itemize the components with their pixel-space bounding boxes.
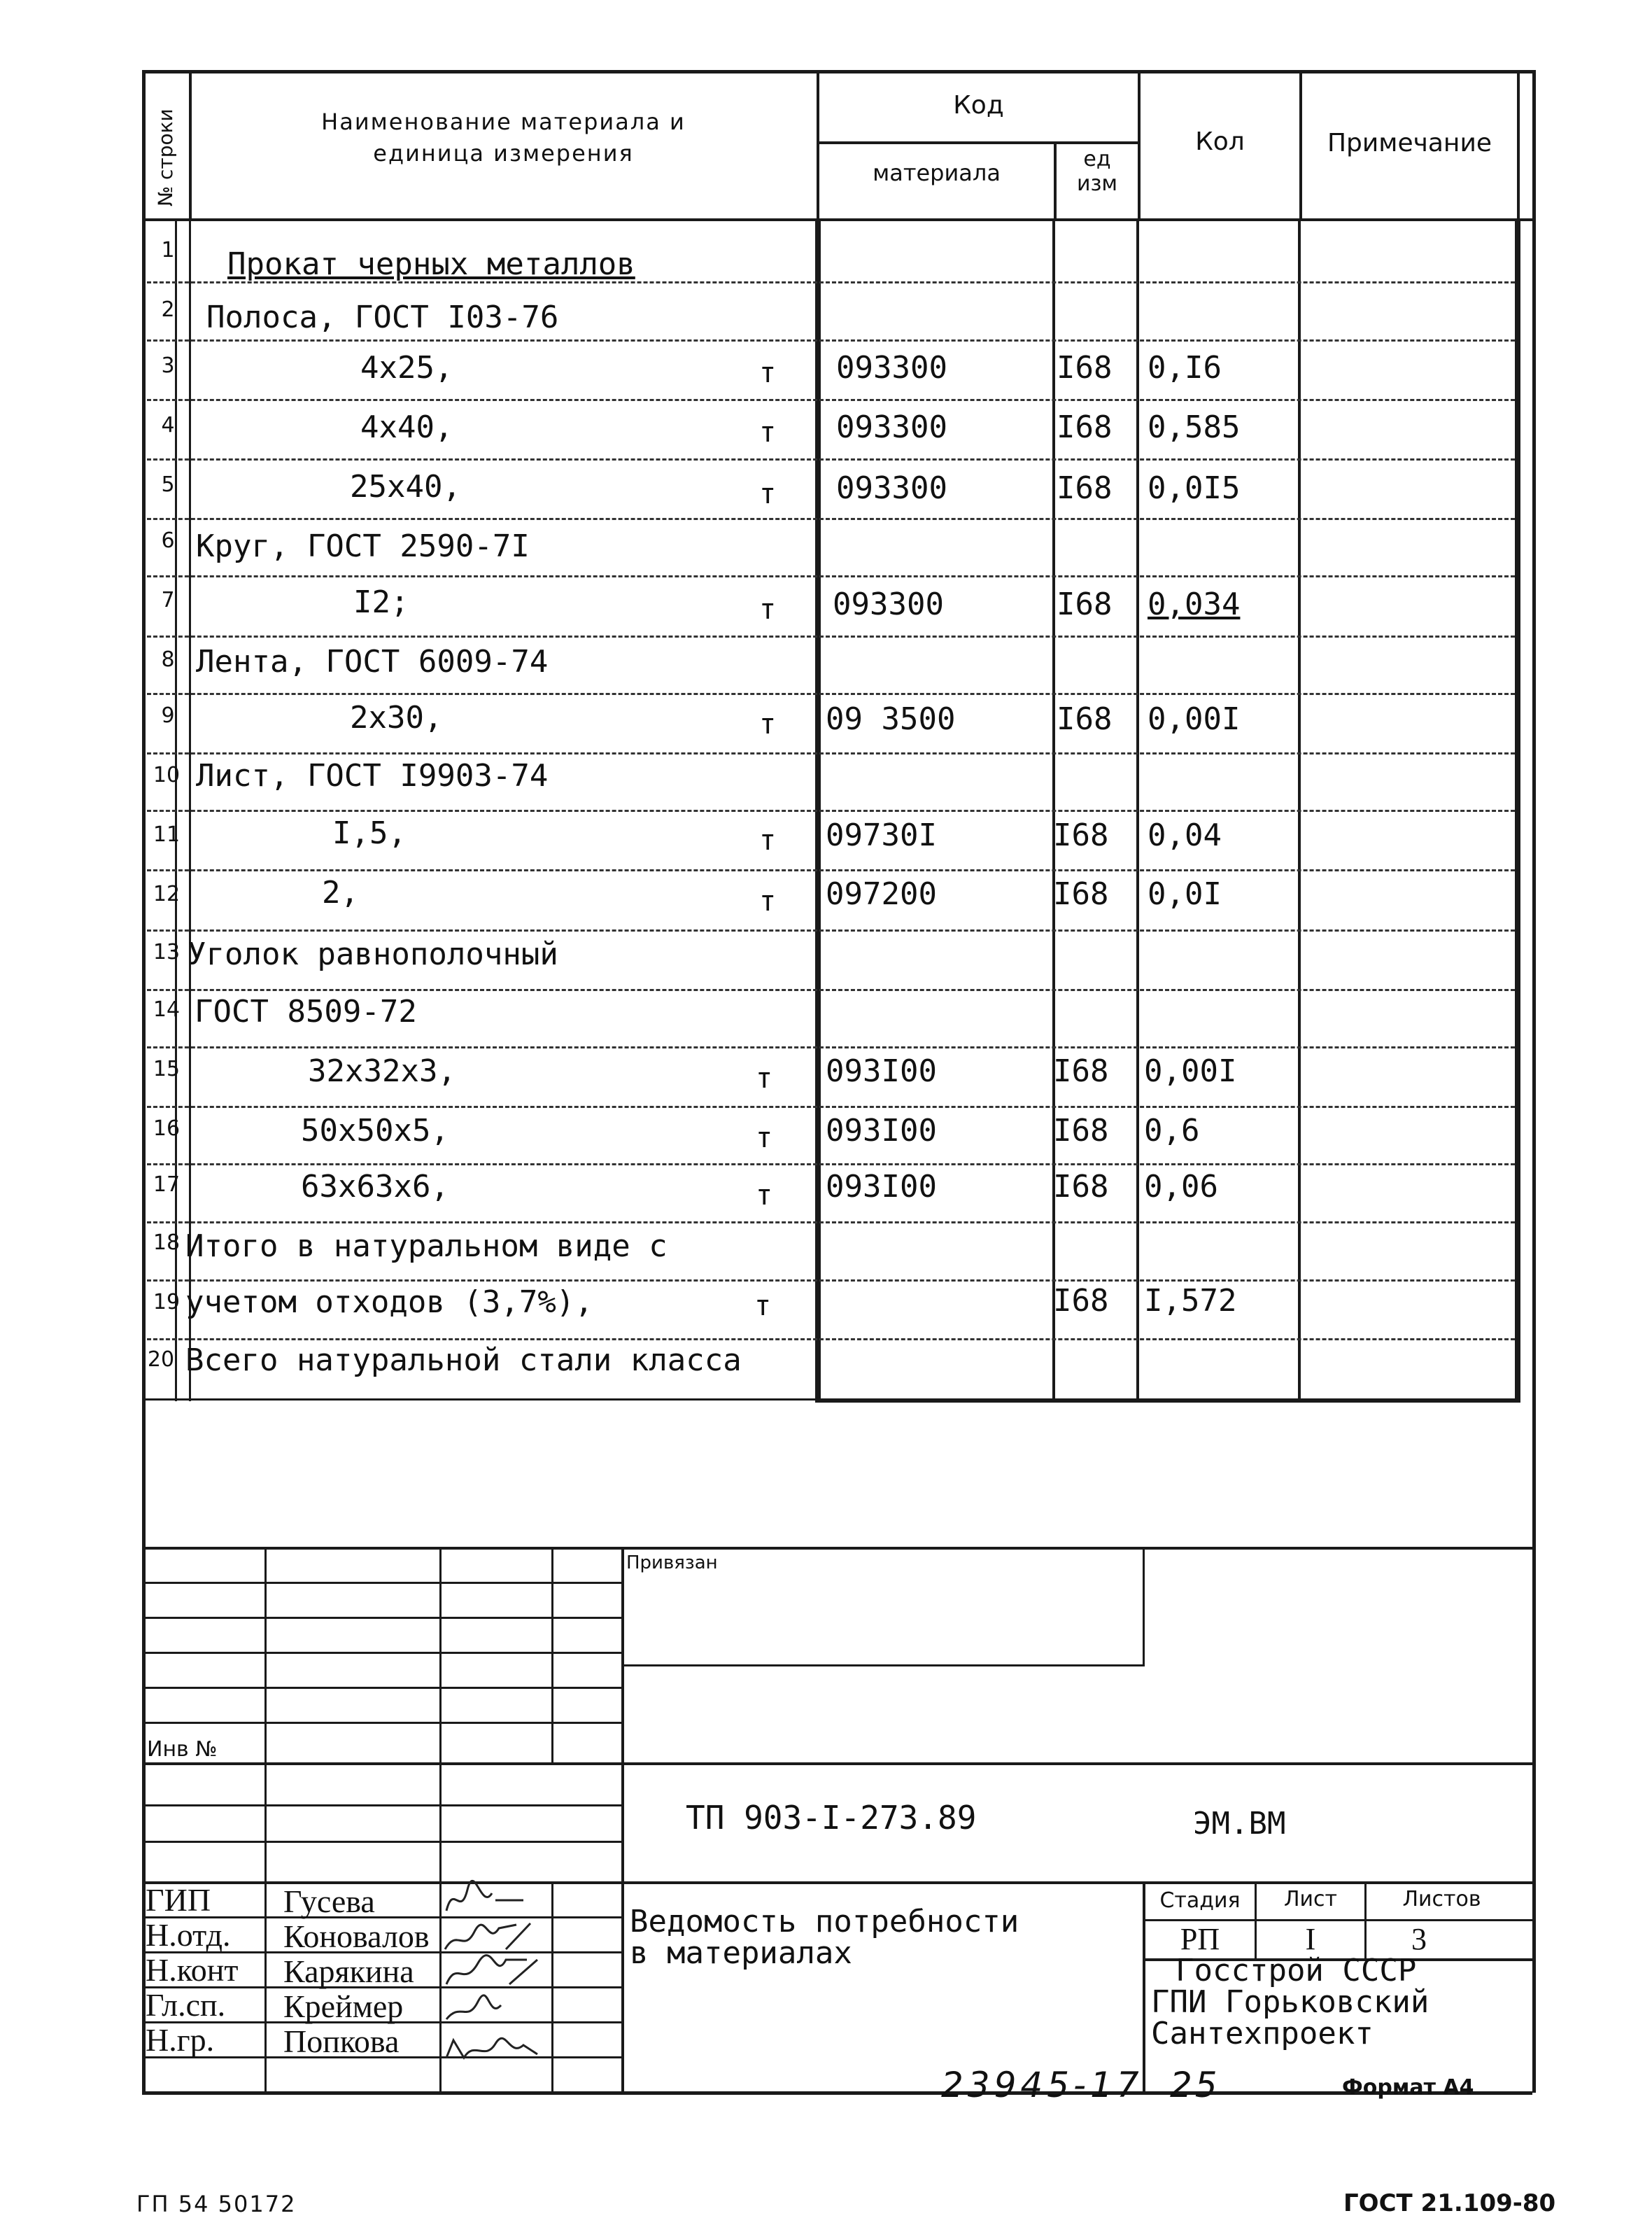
row-code: 093I00 [826,1169,937,1205]
row-ed: I68 [1053,1053,1109,1089]
footer-left: ГП 54 50172 [136,2191,297,2217]
doc-code: ТП 903-I-273.89 [686,1799,977,1837]
sheets-label: Листов [1402,1887,1481,1911]
row-unit: т [759,885,777,918]
row-number: 15 [153,1057,181,1081]
row-name: 63x63x6, [301,1169,449,1205]
note-header: Примечание [1327,129,1492,157]
row-code: 09730I [826,817,937,853]
code-header: Код [953,91,1004,120]
stage-label: Стадия [1159,1888,1241,1913]
row-name: I,5, [332,815,407,851]
row-unit: т [759,708,777,741]
person-name: Креймер [283,1988,404,2024]
row-number: 8 [161,647,175,672]
row-name: 4x25, [360,350,453,386]
row-code: 09 3500 [826,701,956,737]
row-ed: I68 [1057,701,1113,737]
row-unit: т [759,357,777,389]
inv-no-label: Инв № [147,1737,218,1762]
row-ed: I68 [1057,470,1113,506]
row-qty: 0,585 [1148,409,1241,445]
row-name: ГОСТ 8509-72 [195,994,417,1030]
row-number: 17 [153,1172,181,1197]
row-ed: I68 [1053,1283,1109,1319]
qty-header: Кол [1195,127,1245,156]
row-unit: т [756,1122,773,1154]
row-number: 13 [153,940,181,964]
row-name: 25x40, [350,469,461,505]
row-ed: I68 [1057,350,1113,386]
name-header-line2: единица измерения [373,140,634,167]
row-unit: т [759,478,777,510]
row-ed: I68 [1057,409,1113,445]
unit-header-line2: изм [1076,171,1118,196]
row-qty: 0,06 [1144,1169,1218,1205]
row-ed: I68 [1053,817,1109,853]
row-qty: 0,034 [1148,587,1241,622]
handwritten-number: 23945-17 [941,2065,1143,2105]
row-name: Прокат черных металлов [227,246,635,282]
sheets-value: 3 [1411,1922,1427,1956]
row-number: 18 [153,1230,181,1255]
row-name: 4x40, [360,409,453,445]
frame-bottom [142,2091,1532,2095]
organization-line2: ГПИ Горьковский [1151,1984,1429,2020]
row-name: 32x32x3, [308,1053,456,1089]
doc-mark: ЭМ.ВМ [1193,1806,1286,1841]
person-name: Гусева [283,1883,375,1919]
row-number: 2 [161,297,175,322]
row-name: Полоса, ГОСТ I03-76 [206,300,559,335]
row-number-header: № строки [154,108,177,206]
organization-line1: Госстрой СССР [1176,1953,1417,1988]
row-code: 093300 [833,587,944,622]
row-number: 11 [153,822,181,847]
frame-top [142,70,1532,73]
row-number: 6 [161,528,175,553]
person-name: Попкова [283,2023,400,2059]
material-header: материала [873,160,1001,186]
row-name: учетом отходов (3,7%), [185,1284,593,1320]
row-number: 1 [161,238,175,262]
row-qty: 0,00I [1148,701,1241,737]
row-number: 10 [153,763,181,787]
row-name: Круг, ГОСТ 2590-7I [196,528,530,564]
row-number: 12 [153,882,181,906]
sheet-label: Лист [1283,1887,1338,1911]
row-qty: I,572 [1144,1283,1237,1319]
row-number: 4 [161,413,175,437]
signature-scribbles [439,1862,551,2100]
handwritten-page: 25 [1170,2065,1220,2105]
row-unit: т [756,1062,773,1095]
row-number: 16 [153,1116,181,1141]
footer-right: ГОСТ 21.109-80 [1343,2189,1556,2217]
row-name: Уголок равнополочный [188,936,558,972]
row-code: 093I00 [826,1113,937,1149]
row-ed: I68 [1057,587,1113,622]
privyazan-label: Привязан [626,1552,718,1573]
person-name: Коновалов [283,1918,430,1954]
row-qty: 0,0I [1148,876,1222,912]
row-name: 50x50x5, [301,1113,449,1149]
row-ed: I68 [1053,1113,1109,1149]
row-number: 9 [161,703,175,728]
row-name: Итого в натуральном виде с [185,1228,668,1264]
role-label: ГИП [146,1882,211,1918]
row-code: 093I00 [826,1053,937,1089]
row-name: 2, [322,875,359,911]
document-title-line2: в материалах [630,1935,852,1971]
row-unit: т [756,1179,773,1212]
format-label: Формат А4 [1342,2075,1474,2100]
sheet-value: I [1305,1922,1316,1956]
row-code: 093300 [836,409,947,445]
row-name: I2; [353,584,409,620]
row-unit: т [759,416,777,449]
row-number: 5 [161,472,175,497]
document-title-line1: Ведомость потребности [630,1904,1019,1939]
row-qty: 0,04 [1148,817,1222,853]
row-qty: 0,0I5 [1148,470,1241,506]
row-number: 19 [153,1290,181,1314]
row-code: 097200 [826,876,937,912]
row-ed: I68 [1053,1169,1109,1205]
row-number: 3 [161,353,175,378]
row-number: 7 [161,588,175,612]
stage-value: РП [1180,1922,1220,1956]
role-label: Гл.сп. [146,1987,226,2023]
row-number: 14 [153,997,181,1022]
row-name: Лист, ГОСТ I9903-74 [196,758,549,794]
row-qty: 0,I6 [1148,350,1222,386]
row-unit: т [759,594,777,626]
person-name: Карякина [283,1953,414,1989]
role-label: Н.отд. [146,1917,231,1953]
row-number: 20 [147,1347,175,1372]
name-header-line1: Наименование материала и [321,108,686,135]
organization-line3: Сантехпроект [1151,2016,1374,2051]
row-code: 093300 [836,470,947,506]
row-name: 2x30, [350,700,443,736]
frame-left [142,70,146,2093]
row-unit: т [759,824,777,857]
role-label: Н.конт [146,1952,239,1988]
row-code: 093300 [836,350,947,386]
row-qty: 0,6 [1144,1113,1200,1149]
row-name: Всего натуральной стали класса [185,1342,742,1378]
frame-right [1532,70,1536,2093]
row-name: Лента, ГОСТ 6009-74 [196,644,549,680]
unit-header-line1: ед [1083,147,1111,171]
row-unit: т [754,1290,772,1322]
row-qty: 0,00I [1144,1053,1237,1089]
row-ed: I68 [1053,876,1109,912]
role-label: Н.гр. [146,2022,215,2058]
